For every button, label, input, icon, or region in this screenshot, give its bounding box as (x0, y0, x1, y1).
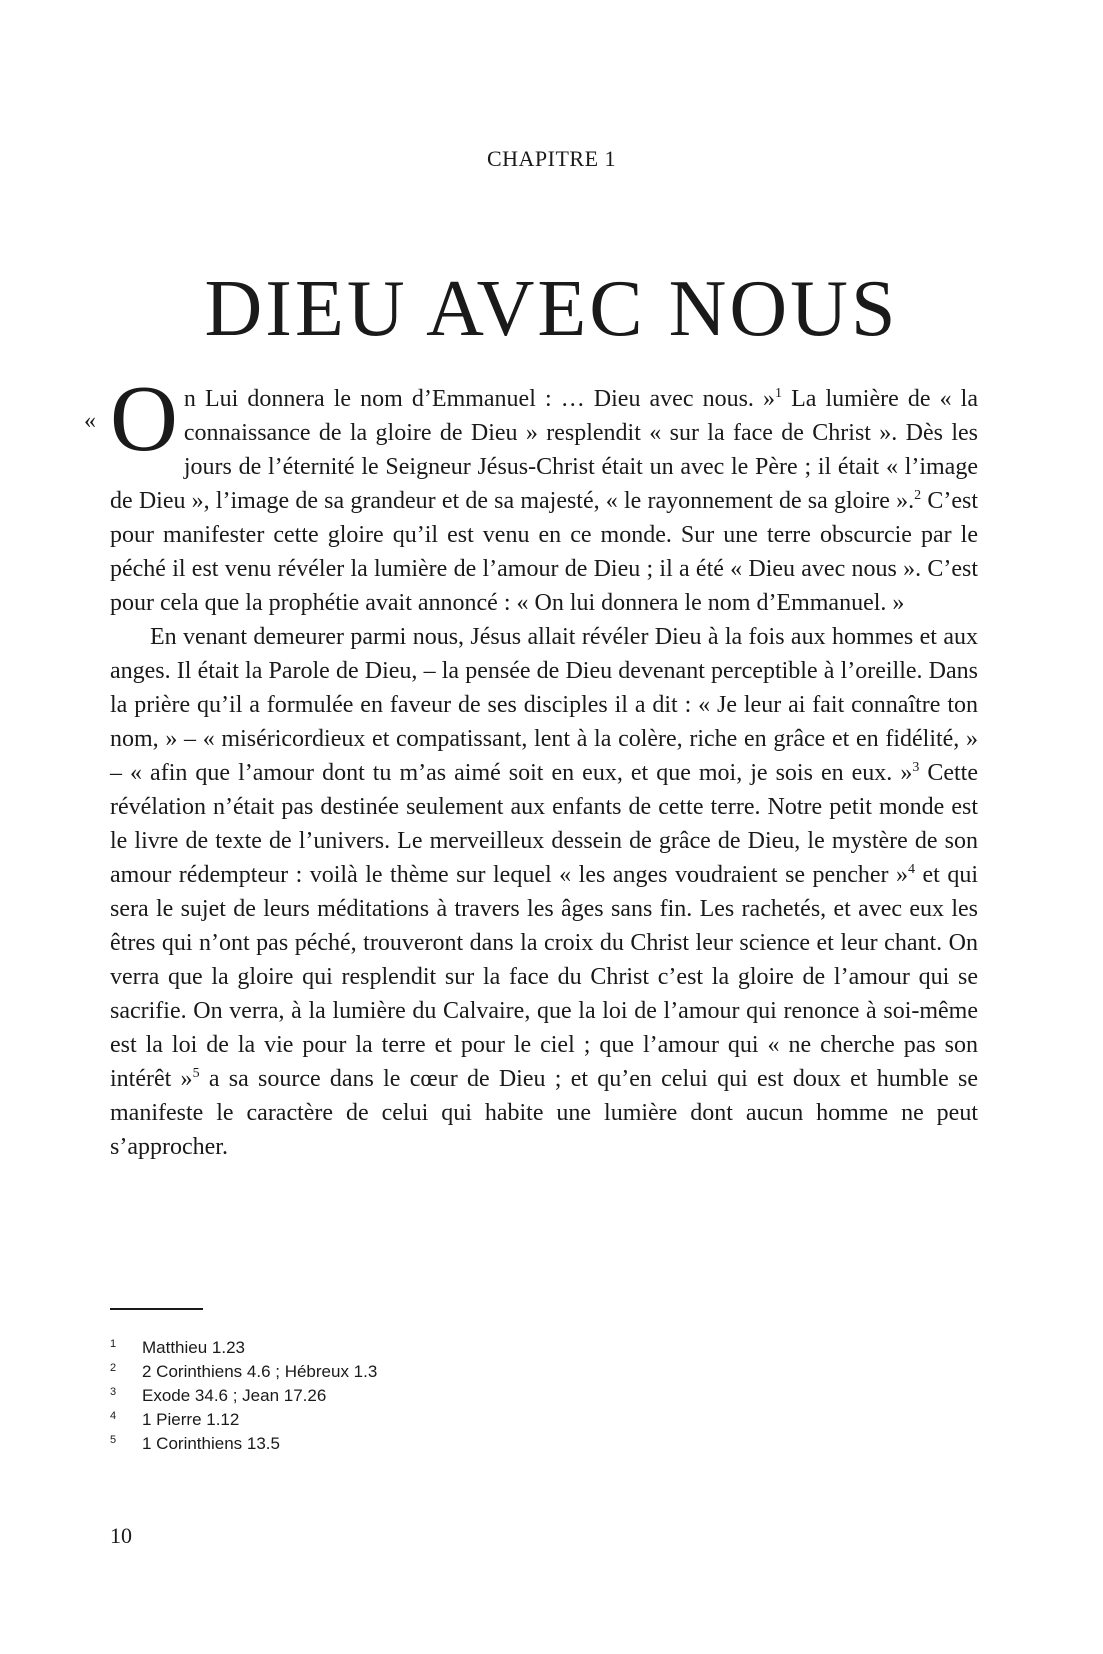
chapter-label: CHAPITRE 1 (486, 146, 617, 171)
footnote (110, 1360, 710, 1384)
paragraph-2 (110, 620, 978, 1164)
footnote-text: Matthieu 1.23 (142, 1338, 246, 1357)
footnote (110, 1384, 710, 1408)
footnote-ref[interactable]: 3 (912, 760, 920, 775)
footnote (110, 1408, 710, 1432)
page-number: 10 (110, 1523, 132, 1548)
paragraph-text: En venant demeurer parmi nous, Jésus allait révéler Dieu à la fois aux hommes et aux anges. Il était la Parole de Dieu, – la pensée de Dieu devenant perceptible à l’oreille. Dans la prière qu’il a formulée en faveur de ses disciples il a dit : « Je leur ai fait connaître ton nom, » – « miséricordieux et compatissant, lent à la colère, riche en grâce et en fidélité, » – « afin que l’amour dont tu m’as aimé soit en eux, et que moi, je sois en eux. » (110, 624, 978, 786)
footnote-ref[interactable]: 4 (908, 862, 916, 877)
paragraph-text: et qui sera le sujet de leurs méditations à travers les âges sans fin. Les rachetés, et avec eux les êtres qui n’ont pas péché, trouveront dans la croix du Christ leur science et leur chant. On verra que la gloire qui resplendit sur la face du Christ c’est la gloire de l’amour qui se sacrifie. On verra, à la lumière du Calvaire, que la loi de l’amour qui renonce à soi-même est la loi de la vie pour la terre et pour le ciel ; que l’amour qui « ne cherche pas son intérêt » (110, 862, 978, 1092)
footnote-ref[interactable]: 5 (192, 1066, 200, 1081)
footnote-number: 3 (110, 1386, 117, 1398)
footnote-number: 1 (110, 1338, 117, 1350)
paragraph-text: La lumière de « la connaissance de la gloire de Dieu » resplendit « sur la face de Christ ». Dès les jours de l’éternité le Seigneur Jésus-Christ était un avec le Père ; il était « l’image de Dieu », l’image de sa grandeur et de sa majesté, « le rayonnement de sa gloire ». (110, 386, 978, 514)
opening-quote: « (84, 408, 96, 434)
paragraph-text: Cette révélation n’était pas destinée seulement aux enfants de cette terre. Notre petit monde est le livre de texte de l’univers. Le merveilleux dessein de grâce de Dieu, le mystère de son amour rédempteur : voilà le thème sur lequel « les anges voudraient se pencher » (110, 760, 979, 888)
paragraph-text: n Lui donnera le nom d’Emmanuel : … Dieu avec nous. » (183, 386, 775, 412)
footnotes (110, 1336, 710, 1456)
paragraph-1 (84, 367, 978, 620)
footnote-number: 5 (110, 1434, 117, 1446)
footnote (110, 1432, 710, 1456)
footnote-text: 2 Corinthiens 4.6 ; Hébreux 1.3 (142, 1362, 378, 1381)
footnote-number: 2 (110, 1362, 117, 1374)
chapter-title: DIEU AVEC NOUS (204, 264, 899, 353)
body-text (84, 367, 979, 1164)
footnote-text: 1 Pierre 1.12 (142, 1410, 240, 1429)
footnote (110, 1336, 710, 1360)
paragraph-text: a sa source dans le cœur de Dieu ; et qu’en celui qui est doux et humble se manifeste le caractère de celui qui habite une lumière dont aucun homme ne peut s’approcher. (110, 1066, 978, 1160)
footnote-number: 4 (110, 1410, 117, 1422)
footnote-ref[interactable]: 1 (774, 386, 782, 401)
footnote-text: Exode 34.6 ; Jean 17.26 (142, 1386, 327, 1405)
paragraph-text: C’est pour manifester cette gloire qu’il est venu en ce monde. Sur une terre obscurcie par le péché il est venu révéler la lumière de l’amour de Dieu ; il a été « Dieu avec nous ». C’est pour cela que la prophétie avait annoncé : « On lui donnera le nom d’Emmanuel. » (110, 488, 978, 616)
footnote-divider (110, 1308, 203, 1310)
footnote-text: 1 Corinthiens 13.5 (142, 1434, 280, 1453)
footnote-ref[interactable]: 2 (914, 488, 922, 503)
drop-cap: O (110, 367, 178, 471)
